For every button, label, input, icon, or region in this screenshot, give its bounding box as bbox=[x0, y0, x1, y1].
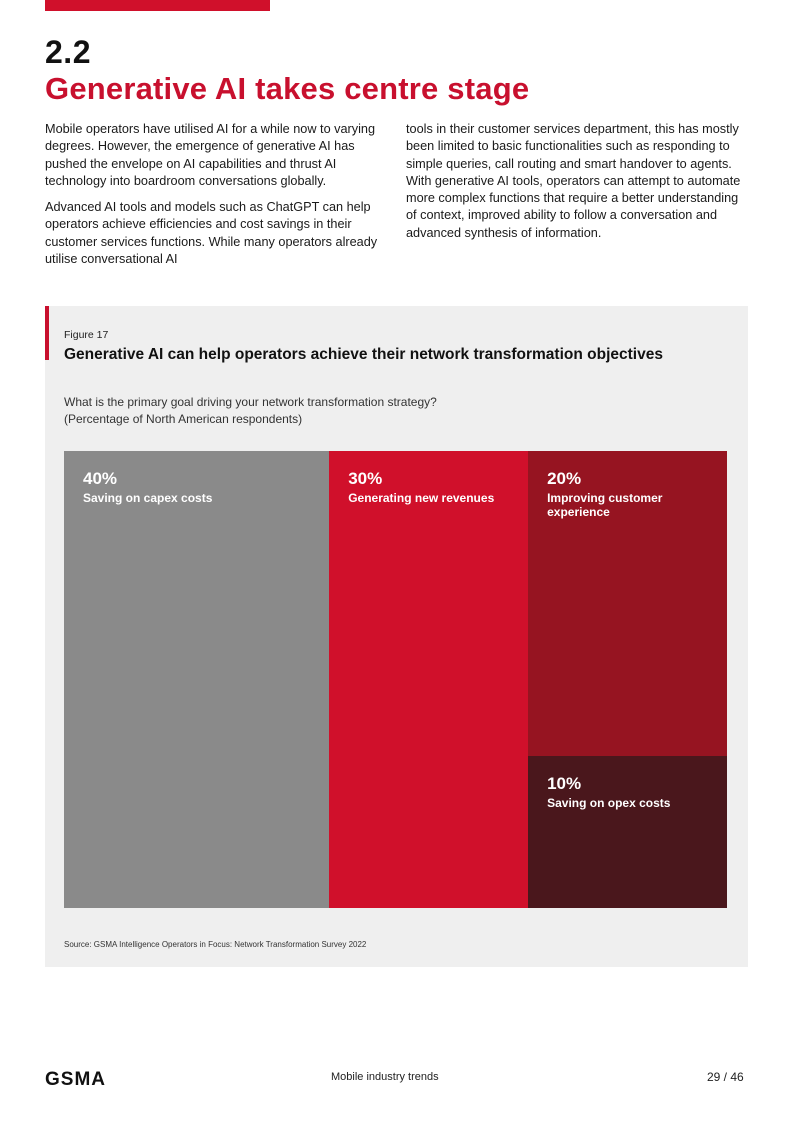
treemap-tile-saving-on-opex-costs bbox=[528, 756, 727, 908]
section-title: Generative AI takes centre stage bbox=[45, 71, 530, 106]
treemap-tile-generating-new-revenues bbox=[329, 451, 528, 908]
top-accent-bar bbox=[45, 0, 270, 11]
paragraph: Advanced AI tools and models such as ChatGPT can help operators achieve efficiencies and cost savings in their customer services functions. While many operators already utilise conversational AI bbox=[45, 200, 378, 267]
figure-question: What is the primary goal driving your network transformation strategy? bbox=[64, 395, 437, 409]
gsma-logo: GSMA bbox=[45, 1069, 106, 1090]
paragraph: Mobile operators have utilised AI for a while now to varying degrees. However, the emergence of generative AI has pushed the envelope on AI capabilities and thrust AI technology into boardroom conversations globally. bbox=[45, 122, 376, 188]
treemap-tile-saving-on-capex-costs bbox=[64, 451, 329, 908]
tile-category-label: Generating new revenues bbox=[348, 491, 495, 505]
treemap-chart bbox=[64, 451, 727, 908]
section-number: 2.2 bbox=[45, 34, 91, 70]
figure-note: (Percentage of North American respondents) bbox=[64, 412, 303, 426]
figure-source: Source: GSMA Intelligence Operators in Focus: Network Transformation Survey 2022 bbox=[64, 940, 367, 949]
body-column-right bbox=[406, 121, 748, 251]
body-column-left bbox=[45, 121, 387, 277]
figure-label: Figure 17 bbox=[64, 329, 109, 341]
tile-category-label: Saving on opex costs bbox=[547, 795, 671, 810]
footer-title: Mobile industry trends bbox=[331, 1071, 439, 1083]
paragraph: tools in their customer services department, this has mostly been limited to basic functionalities such as responding to simple queries, call routing and smart handover to agents. With generative AI tools, operators can attempt to automate more complex functions that require a better understanding of context, improved ability to follow a conversation and advanced synthesis of information. bbox=[406, 122, 741, 240]
figure-accent-bar bbox=[45, 306, 49, 360]
page-number: 29 / 46 bbox=[707, 1070, 744, 1084]
tile-category-label: Improving customer experience bbox=[547, 491, 663, 519]
tile-value-label: 40% bbox=[83, 469, 118, 488]
tile-value-label: 10% bbox=[547, 773, 582, 793]
figure-title: Generative AI can help operators achieve their network transformation objectives bbox=[64, 346, 663, 363]
tile-value-label: 20% bbox=[547, 469, 582, 488]
treemap-tile-improving-customer-experience bbox=[528, 451, 727, 756]
tile-category-label: Saving on capex costs bbox=[83, 491, 213, 505]
tile-value-label: 30% bbox=[348, 469, 383, 488]
